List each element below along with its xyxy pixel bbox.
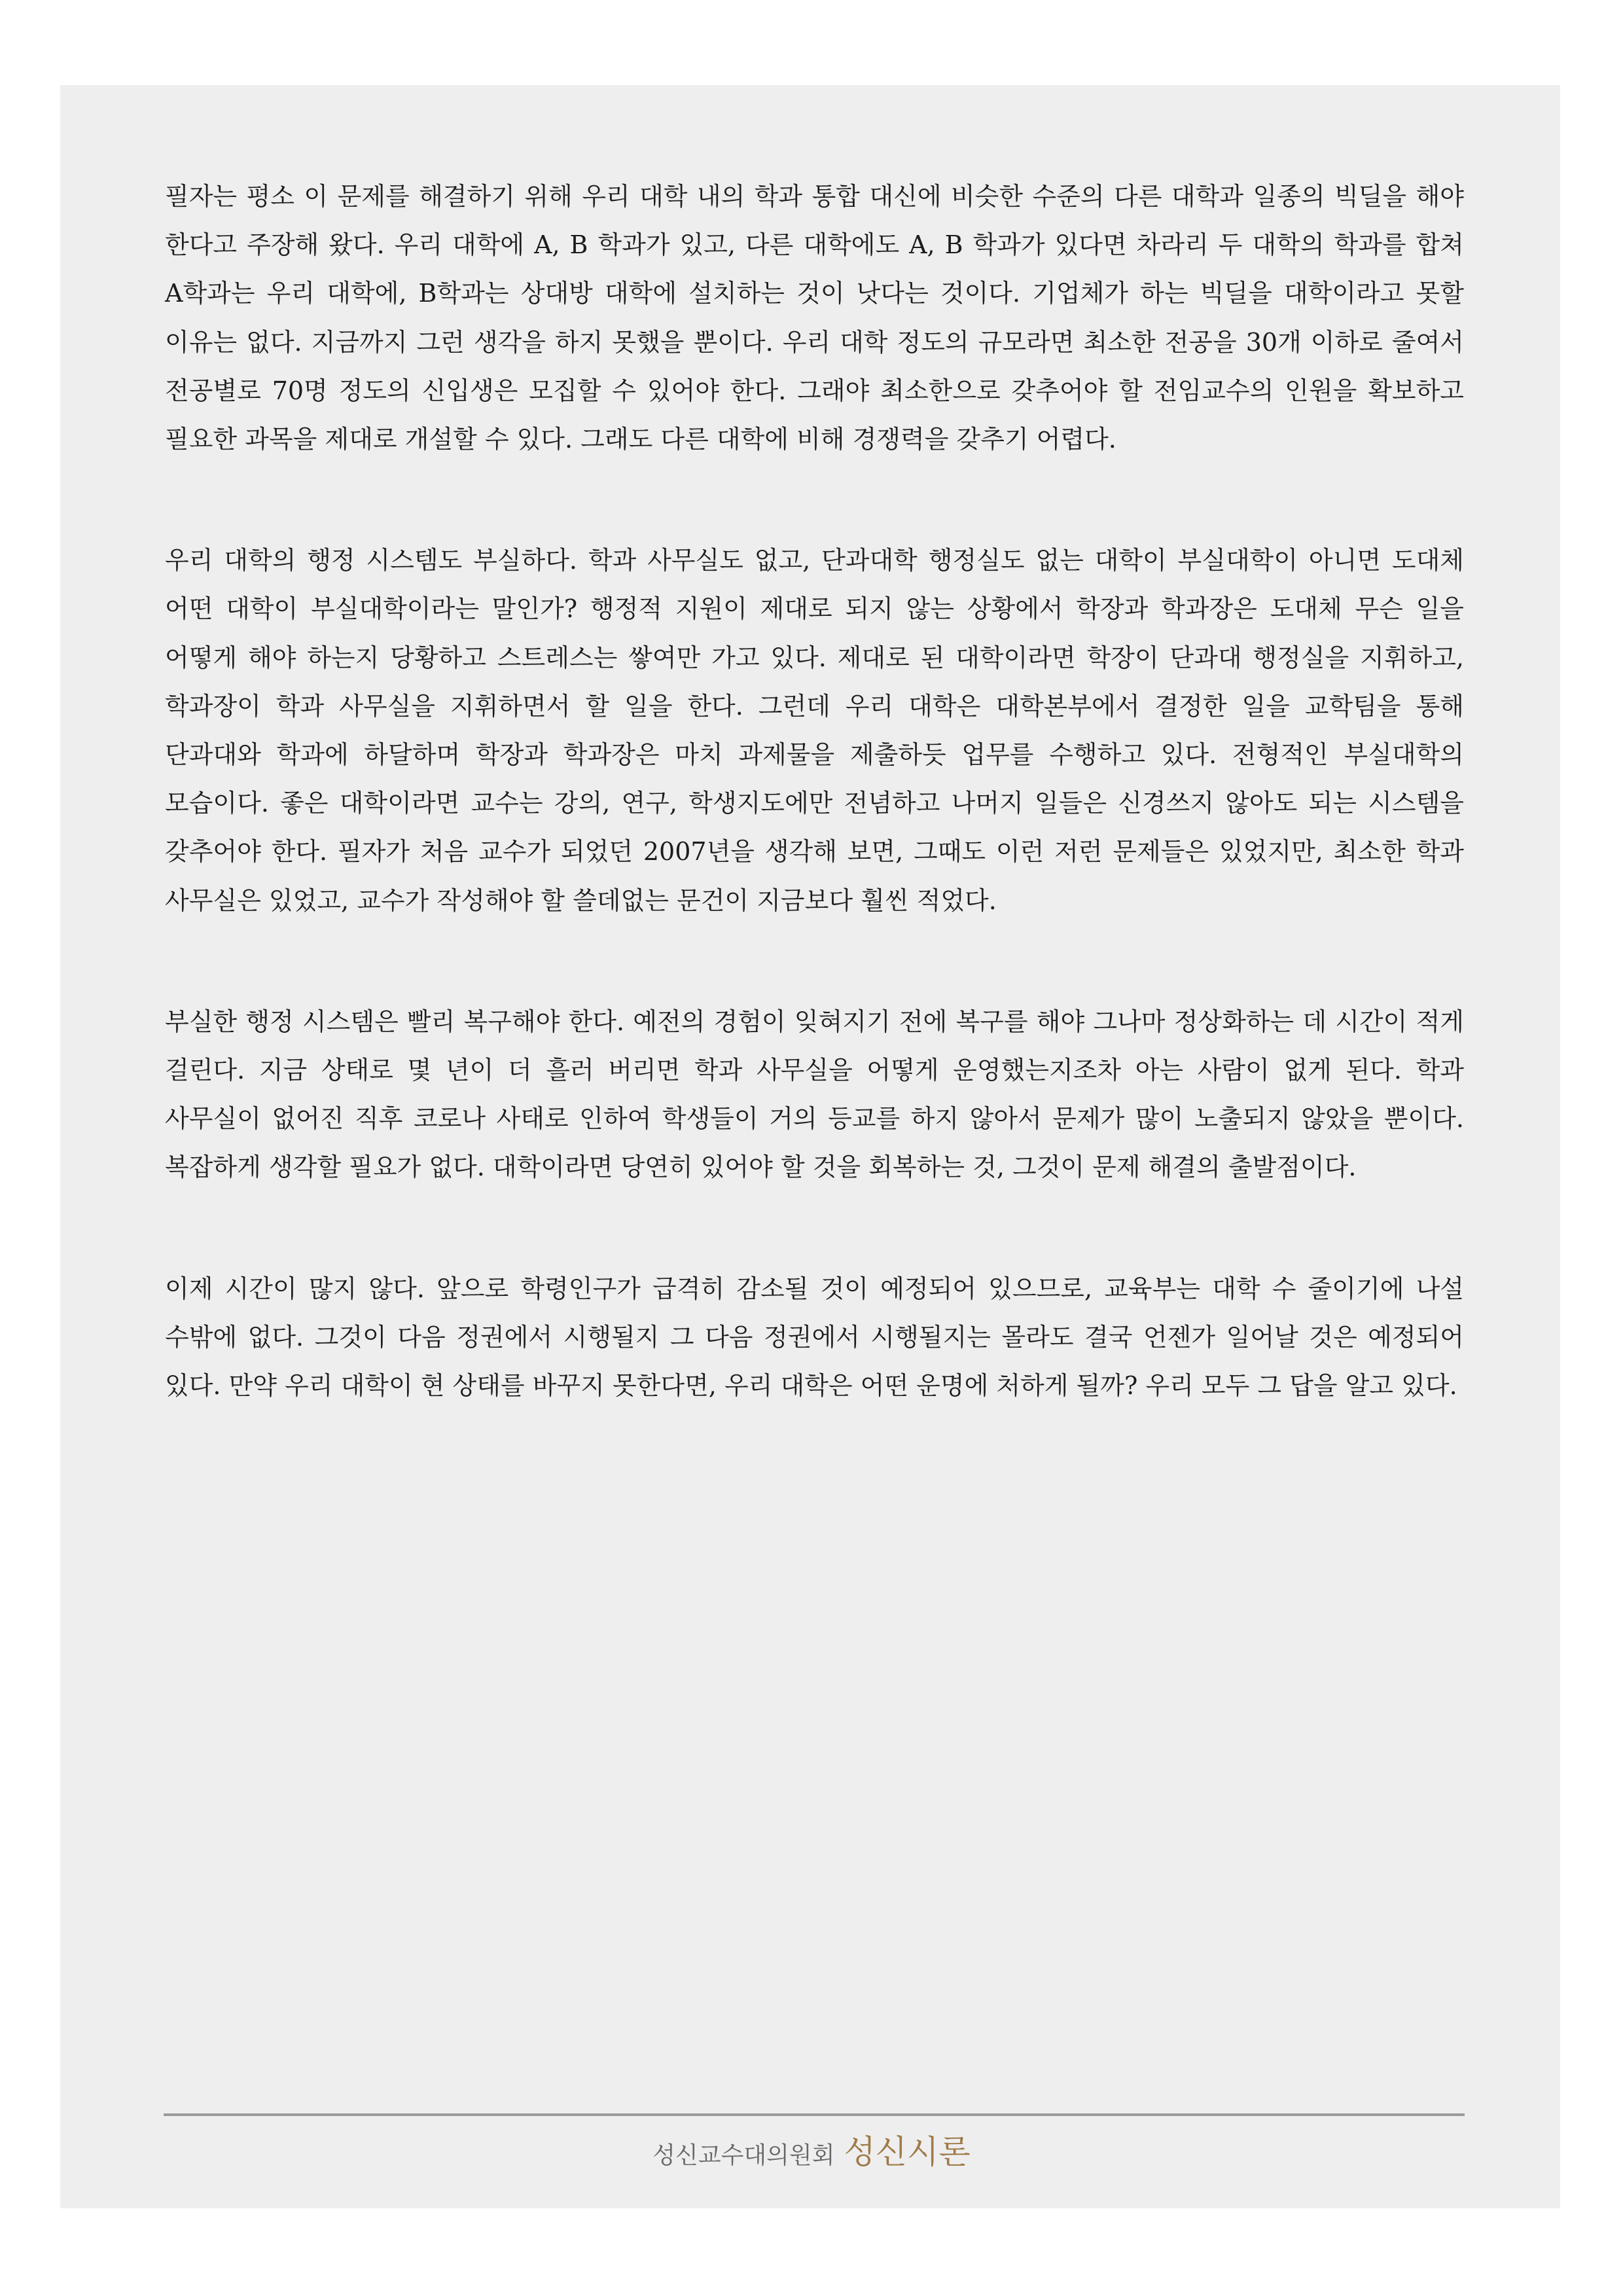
article-body: [165, 172, 1464, 1410]
paragraph-1: 필자는 평소 이 문제를 해결하기 위해 우리 대학 내의 학과 통합 대신에 비슷한 수준의 다른 대학과 일종의 빅딜을 해야 한다고 주장해 왔다. 우리 대학에 A, B 학과가 있고, 다른 대학에도 A, B 학과가 있다면 차라리 두 대학의 학과를 합쳐 A학과는 우리 대학에, B학과는 상대방 대학에 설치하는 것이 낫다는 것이다. 기업체가 하는 빅딜을 대학이라고 못할 이유는 없다. 지금까지 그런 생각을 하지 못했을 뿐이다. 우리 대학 정도의 규모라면 최소한 전공을 30개 이하로 줄여서 전공별로 70명 정도의 신입생은 모집할 수 있어야 한다. 그래야 최소한으로 갖추어야 할 전임교수의 인원을 확보하고 필요한 과목을 제대로 개설할 수 있다. 그래도 다른 대학에 비해 경쟁력을 갖추기 어렵다.: [165, 182, 1464, 454]
paragraph-4: 이제 시간이 많지 않다. 앞으로 학령인구가 급격히 감소될 것이 예정되어 있으므로, 교육부는 대학 수 줄이기에 나설 수밖에 없다. 그것이 다음 정권에서 시행될지 그 다음 정권에서 시행될지는 몰라도 결국 언젠가 일어날 것은 예정되어 있다. 만약 우리 대학이 현 상태를 바꾸지 못한다면, 우리 대학은 어떤 운명에 처하게 될까? 우리 모두 그 답을 알고 있다.: [165, 1274, 1464, 1401]
footer-publication-title: 성신시론: [844, 2133, 971, 2171]
paragraph-2: 우리 대학의 행정 시스템도 부실하다. 학과 사무실도 없고, 단과대학 행정실도 없는 대학이 부실대학이 아니면 도대체 어떤 대학이 부실대학이라는 말인가? 행정적 지원이 제대로 되지 않는 상황에서 학장과 학과장은 도대체 무슨 일을 어떻게 해야 하는지 당황하고 스트레스는 쌓여만 가고 있다. 제대로 된 대학이라면 학장이 단과대 행정실을 지휘하고, 학과장이 학과 사무실을 지휘하면서 할 일을 한다. 그런데 우리 대학은 대학본부에서 결정한 일을 교학팀을 통해 단과대와 학과에 하달하며 학장과 학과장은 마치 과제물을 제출하듯 업무를 수행하고 있다. 전형적인 부실대학의 모습이다. 좋은 대학이라면 교수는 강의, 연구, 학생지도에만 전념하고 나머지 일들은 신경쓰지 않아도 되는 시스템을 갖추어야 한다. 필자가 처음 교수가 되었던 2007년을 생각해 보면, 그때도 이런 저런 문제들은 있었지만, 최소한 학과 사무실은 있었고, 교수가 작성해야 할 쓸데없는 문건이 지금보다 훨씬 적었다.: [165, 546, 1464, 915]
footer-organization: 성신교수대의원회: [652, 2142, 835, 2169]
page-footer: [0, 2126, 1623, 2173]
paragraph-3: 부실한 행정 시스템은 빨리 복구해야 한다. 예전의 경험이 잊혀지기 전에 복구를 해야 그나마 정상화하는 데 시간이 적게 걸린다. 지금 상태로 몇 년이 더 흘러 버리면 학과 사무실을 어떻게 운영했는지조차 아는 사람이 없게 된다. 학과 사무실이 없어진 직후 코로나 사태로 인하여 학생들이 거의 등교를 하지 않아서 문제가 많이 노출되지 않았을 뿐이다. 복잡하게 생각할 필요가 없다. 대학이라면 당연히 있어야 할 것을 회복하는 것, 그것이 문제 해결의 출발점이다.: [165, 1007, 1464, 1182]
footer-divider: [164, 2113, 1465, 2116]
